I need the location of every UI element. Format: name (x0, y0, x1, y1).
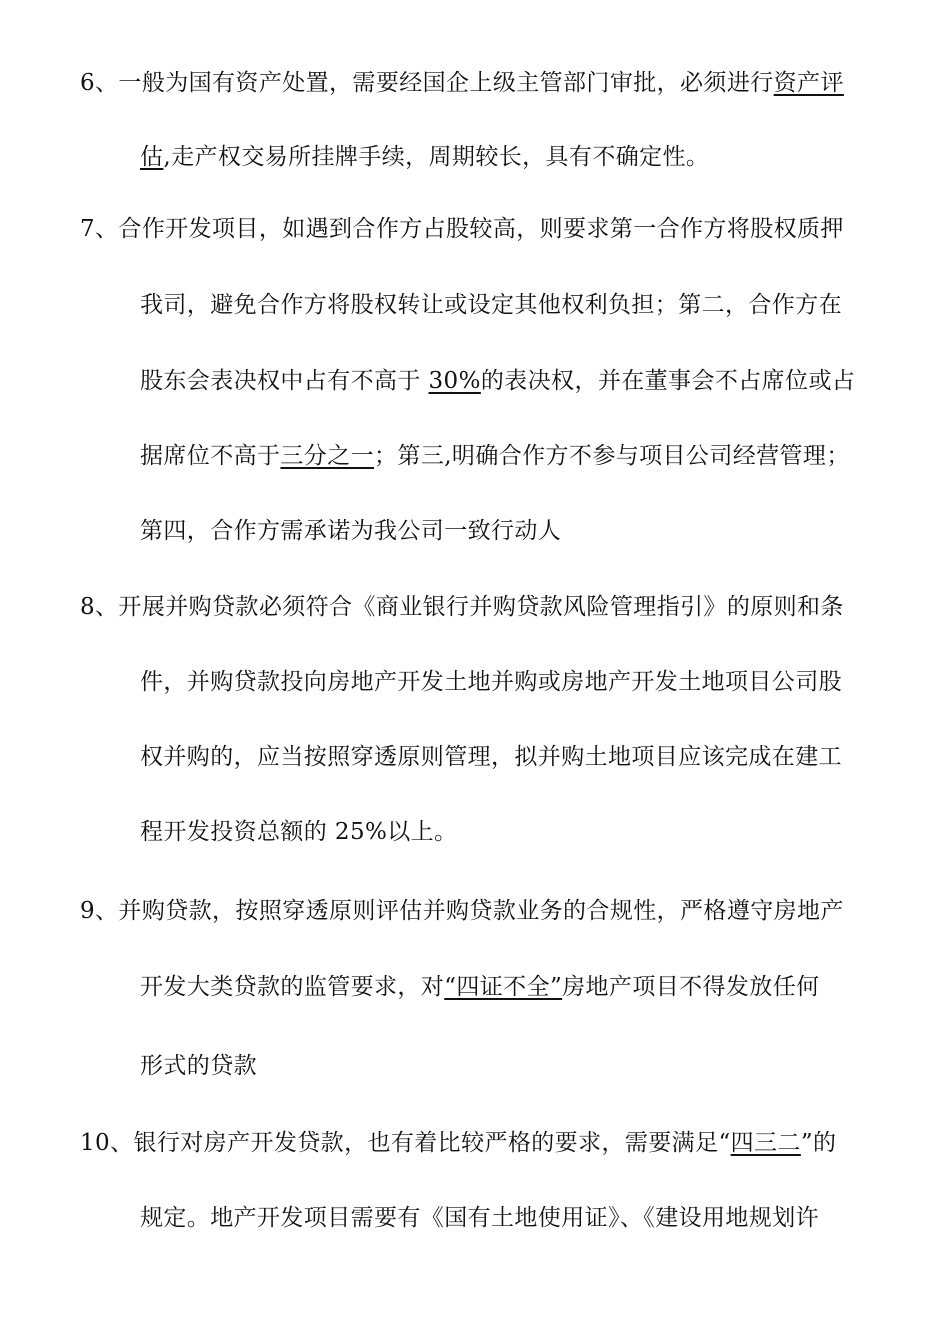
text-segment: 6、一般为国有资产处置，需要经国企上级主管部门审批，必须进行 (80, 70, 774, 96)
text-segment: 8、开展并购贷款必须符合《商业银行并购贷款风险管理指引》的原则和条 (80, 594, 844, 620)
item-8-line-1 (80, 592, 844, 622)
item-8-line-2 (140, 667, 842, 697)
item-10-line-2 (140, 1203, 819, 1233)
text-segment: 10、银行对房产开发贷款，也有着比较严格的要求，需要满足“ (80, 1130, 731, 1156)
text-segment: 形式的贷款 (140, 1053, 257, 1079)
text-segment: 股东会表决权中占有不高于 (140, 368, 429, 394)
underlined-term: 30% (428, 368, 481, 394)
text-segment: 件，并购贷款投向房地产开发土地并购或房地产开发土地项目公司股 (140, 669, 842, 695)
underlined-term: 三分之一 (280, 443, 375, 469)
item-6-line-1 (80, 68, 844, 98)
item-7-line-4 (140, 441, 850, 471)
underlined-term: 资产评 (773, 70, 844, 96)
text-segment: 程开发投资总额的 25%以上。 (140, 819, 458, 845)
item-7-line-5 (140, 516, 561, 546)
item-9-line-1 (80, 896, 844, 926)
text-segment: ；第三,明确合作方不参与项目公司经营管理； (374, 443, 850, 469)
underlined-term: “四证不全” (444, 974, 563, 1000)
text-segment: 房地产项目不得发放任何 (562, 974, 820, 1000)
underlined-term: 四三二 (730, 1130, 801, 1156)
item-10-line-1 (80, 1128, 836, 1158)
underlined-term: 估 (140, 144, 164, 170)
item-7-line-1 (80, 214, 844, 244)
item-7-line-2 (140, 290, 842, 320)
item-7-line-3 (140, 366, 855, 396)
text-segment: 开发大类贷款的监管要求，对 (140, 974, 445, 1000)
item-6-line-2 (140, 142, 709, 172)
item-9-line-3 (140, 1051, 257, 1081)
text-segment: 9、并购贷款，按照穿透原则评估并购贷款业务的合规性，严格遵守房地产 (80, 898, 844, 924)
text-segment: 据席位不高于 (140, 443, 281, 469)
text-segment: 规定。地产开发项目需要有《国有土地使用证》、《建设用地规划许 (140, 1205, 819, 1231)
text-segment: 7、合作开发项目，如遇到合作方占股较高，则要求第一合作方将股权质押 (80, 216, 844, 242)
item-9-line-2 (140, 972, 820, 1002)
text-segment: ,走产权交易所挂牌手续，周期较长，具有不确定性。 (163, 144, 710, 170)
text-segment: 第四，合作方需承诺为我公司一致行动人 (140, 518, 562, 544)
text-segment: 权并购的，应当按照穿透原则管理，拟并购土地项目应该完成在建工 (140, 744, 842, 770)
item-8-line-4 (140, 817, 457, 847)
text-segment: ”的 (800, 1130, 837, 1156)
text-segment: 的表决权，并在董事会不占席位或占 (480, 368, 856, 394)
item-8-line-3 (140, 742, 842, 772)
text-segment: 我司，避免合作方将股权转让或设定其他权利负担；第二，合作方在 (140, 292, 842, 318)
